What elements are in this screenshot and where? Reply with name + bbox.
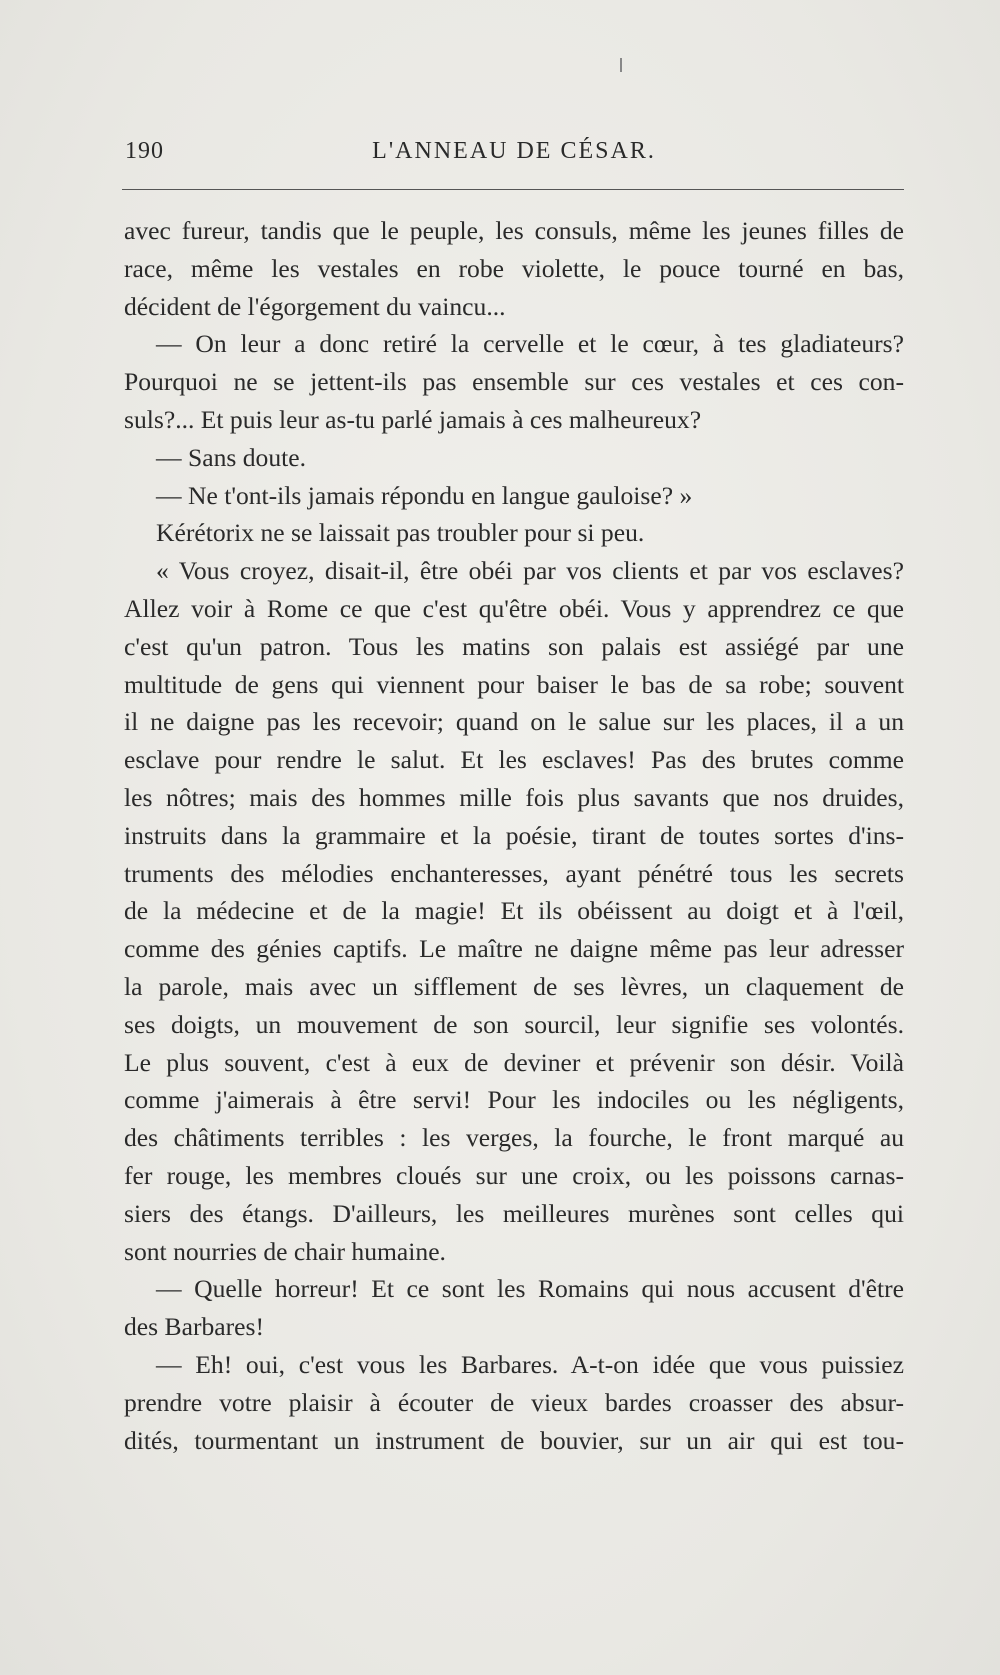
text-line: avec fureur, tandis que le peuple, les consuls, même les jeunes filles de: [124, 216, 904, 245]
text-line: des Barbares!: [124, 1312, 264, 1342]
text-line: — On leur a donc retiré la cervelle et le cœur, à tes gladiateurs?: [156, 329, 904, 359]
text-line: siers des étangs. D'ailleurs, les meilleures murènes sont celles qui: [124, 1198, 904, 1228]
text-line: — Ne t'ont-ils jamais répondu en langue gauloise? »: [156, 480, 693, 510]
text-line: c'est qu'un patron. Tous les matins son palais est assiégé par une: [124, 631, 904, 661]
text-line: ses doigts, un mouvement de son sourcil, leur signifie ses volontés.: [124, 1009, 904, 1039]
text-line: instruits dans la grammaire et la poésie, tirant de toutes sortes d'ins-: [124, 820, 904, 850]
text-line: multitude de gens qui viennent pour baiser le bas de sa robe; souvent: [124, 669, 904, 699]
text-line: les nôtres; mais des hommes mille fois plus savants que nos druides,: [124, 782, 904, 812]
text-line: comme des génies captifs. Le maître ne daigne même pas leur adresser: [124, 934, 904, 964]
text-line: décident de l'égorgement du vaincu...: [124, 291, 506, 321]
print-mark: [620, 58, 622, 72]
text-line: — Eh! oui, c'est vous les Barbares. A-t-on idée que vous puissiez: [156, 1349, 904, 1379]
text-line: dités, tourmentant un instrument de bouvier, sur un air qui est tou-: [124, 1425, 904, 1455]
text-line: — Quelle horreur! Et ce sont les Romains qui nous accusent d'être: [156, 1274, 904, 1304]
text-line: comme j'aimerais à être servi! Pour les indociles ou les négligents,: [124, 1085, 904, 1115]
text-line: des châtiments terribles : les verges, la fourche, le front marqué au: [124, 1123, 904, 1153]
text-line: la parole, mais avec un sifflement de ses lèvres, un claquement de: [124, 971, 904, 1001]
text-line: fer rouge, les membres cloués sur une croix, ou les poissons carnas-: [124, 1160, 904, 1190]
text-line: Le plus souvent, c'est à eux de deviner et prévenir son désir. Voilà: [124, 1047, 904, 1077]
text-line: race, même les vestales en robe violette, le pouce tourné en bas,: [124, 253, 904, 283]
header-rule: [122, 189, 904, 190]
text-line: « Vous croyez, disait-il, être obéi par vos clients et par vos esclaves?: [156, 556, 904, 586]
text-line: esclave pour rendre le salut. Et les esclaves! Pas des brutes comme: [124, 745, 904, 775]
body-text: [124, 212, 904, 1459]
text-line: Pourquoi ne se jettent-ils pas ensemble sur ces vestales et ces con-: [124, 367, 904, 397]
text-line: il ne daigne pas les recevoir; quand on le salue sur les places, il a un: [124, 707, 904, 737]
text-line: Kérétorix ne se laissait pas troubler pour si peu.: [156, 518, 645, 548]
page-header: [125, 138, 903, 174]
page-number: 190: [125, 138, 164, 164]
text-line: sont nourries de chair humaine.: [124, 1236, 446, 1266]
text-line: — Sans doute.: [156, 442, 307, 472]
text-line: suls?... Et puis leur as-tu parlé jamais à ces malheureux?: [124, 404, 702, 434]
text-line: de la médecine et de la magie! Et ils obéissent au doigt et à l'œil,: [124, 896, 904, 926]
text-line: prendre votre plaisir à écouter de vieux bardes croasser des absur-: [124, 1387, 904, 1417]
text-line: truments des mélodies enchanteresses, ayant pénétré tous les secrets: [124, 858, 904, 888]
running-title: L'ANNEAU DE CÉSAR.: [372, 138, 656, 164]
text-line: Allez voir à Rome ce que c'est qu'être obéi. Vous y apprendrez ce que: [124, 593, 904, 623]
